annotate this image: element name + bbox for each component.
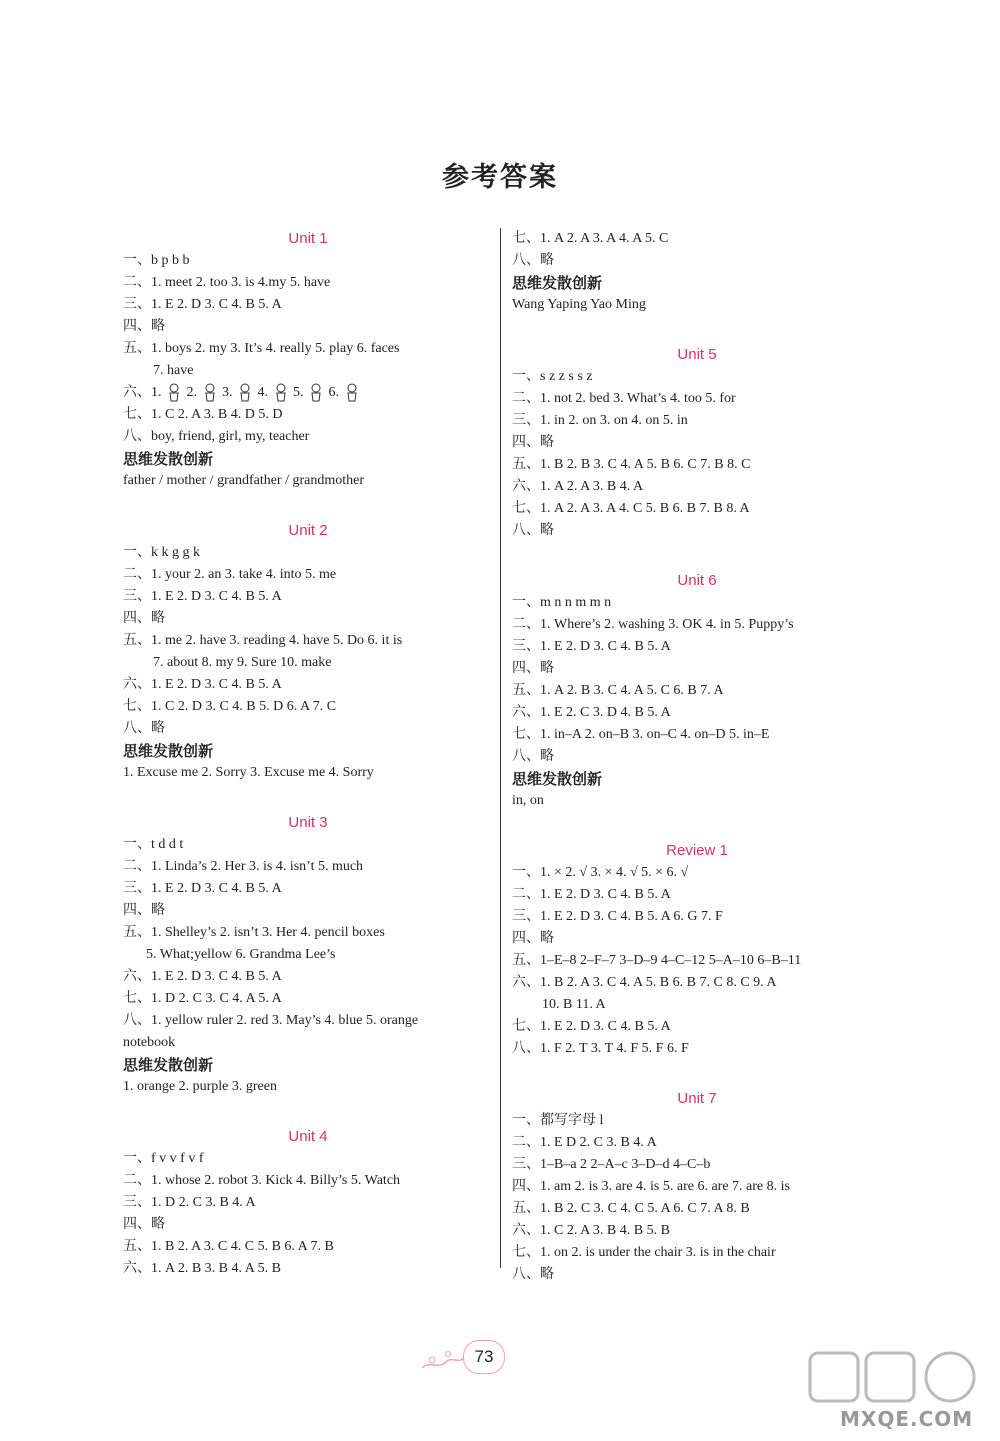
- answer-line-figures: [123, 382, 493, 404]
- figure-label: 5.: [293, 385, 304, 400]
- figure-label: 6.: [328, 385, 339, 400]
- answer-line: 三、1. E 2. D 3. C 4. B 5. A: [123, 297, 282, 312]
- column-divider: [500, 228, 501, 1268]
- watermark-text: MXQE.COM: [840, 1407, 974, 1431]
- answer-line: 三、1. D 2. C 3. B 4. A: [123, 1195, 256, 1210]
- answer-line: 一、k k g g k: [123, 545, 200, 560]
- answer-line: 二、1. not 2. bed 3. What’s 4. too 5. for: [512, 391, 736, 406]
- answer-line: 二、1. whose 2. robot 3. Kick 4. Billy’s 5. Watch: [123, 1173, 401, 1188]
- answer-line: 二、1. your 2. an 3. take 4. into 5. me: [123, 567, 337, 582]
- section-heading: 思维发散创新: [123, 450, 214, 468]
- cartoon-figure-icon: [274, 383, 288, 403]
- answer-line: 八、略: [512, 749, 554, 764]
- answer-line: 四、略: [123, 611, 165, 626]
- answer-line: 七、1. E 2. D 3. C 4. B 5. A: [512, 1019, 671, 1034]
- page-number: 73: [463, 1340, 505, 1374]
- answer-line: 四、略: [512, 931, 554, 946]
- cartoon-figure-icon: [309, 383, 323, 403]
- answer-line: 四、略: [512, 661, 554, 676]
- answer-line: in, on: [512, 793, 544, 808]
- answer-line: 五、1. boys 2. my 3. It’s 4. really 5. play 6. faces: [123, 341, 400, 356]
- answer-line: 五、1. B 2. A 3. C 4. C 5. B 6. A 7. B: [123, 1239, 334, 1254]
- answer-line: 七、1. on 2. is under the chair 3. is in the chair: [512, 1245, 776, 1260]
- right-column: [512, 228, 882, 1286]
- answer-line: 八、1. F 2. T 3. T 4. F 5. F 6. F: [512, 1041, 689, 1056]
- answer-line: 六、1. A 2. A 3. B 4. A: [512, 479, 644, 494]
- answer-line: 二、1. Where’s 2. washing 3. OK 4. in 5. Puppy’s: [512, 617, 794, 632]
- answer-line: 二、1. E D 2. C 3. B 4. A: [512, 1135, 657, 1150]
- answer-line: 1. orange 2. purple 3. green: [123, 1079, 277, 1094]
- unit-5-title: Unit 5: [677, 346, 717, 363]
- answer-line: 六、1. B 2. A 3. C 4. A 5. B 6. B 7. C 8. C 9. A: [512, 975, 777, 990]
- answer-line: 八、略: [512, 523, 554, 538]
- unit-7-title: Unit 7: [677, 1090, 717, 1107]
- answer-line: 7. about 8. my 9. Sure 10. make: [153, 655, 332, 670]
- answer-line: 五、1. A 2. B 3. C 4. A 5. C 6. B 7. A: [512, 683, 724, 698]
- cartoon-figure-icon: [238, 383, 252, 403]
- answer-line: notebook: [123, 1035, 176, 1050]
- answer-line: 一、1. × 2. √ 3. × 4. √ 5. × 6. √: [512, 865, 689, 880]
- unit-3-title: Unit 3: [288, 814, 328, 831]
- answer-line: 二、1. Linda’s 2. Her 3. is 4. isn’t 5. much: [123, 859, 364, 874]
- answer-line: 八、略: [512, 1267, 554, 1282]
- answer-line: 五、1. Shelley’s 2. isn’t 3. Her 4. pencil boxes: [123, 925, 385, 940]
- answer-line: 三、1. E 2. D 3. C 4. B 5. A: [512, 639, 671, 654]
- answer-line: 六、1. E 2. D 3. C 4. B 5. A: [123, 677, 282, 692]
- unit-6-title: Unit 6: [677, 572, 717, 589]
- cartoon-figure-icon: [345, 383, 359, 403]
- answer-line: 六、1. A 2. B 3. B 4. A 5. B: [123, 1261, 281, 1276]
- answer-line: 5. What;yellow 6. Grandma Lee’s: [146, 947, 336, 962]
- answer-line: 一、都写字母 l: [512, 1113, 604, 1128]
- answer-line: 五、1. B 2. C 3. C 4. C 5. A 6. C 7. A 8. B: [512, 1201, 750, 1216]
- section-heading: 思维发散创新: [123, 742, 214, 760]
- cartoon-figure-icon: [167, 383, 181, 403]
- answer-line: 八、1. yellow ruler 2. red 3. May’s 4. blue 5. orange: [123, 1013, 419, 1028]
- review-1-title: Review 1: [666, 842, 728, 859]
- unit-4-title: Unit 4: [288, 1128, 328, 1145]
- answer-line: 四、1. am 2. is 3. are 4. is 5. are 6. are 7. are 8. is: [512, 1179, 790, 1194]
- cartoon-figure-icon: [203, 383, 217, 403]
- answer-line: 五、1. B 2. B 3. C 4. A 5. B 6. C 7. B 8. C: [512, 457, 751, 472]
- answer-line: 七、1. in–A 2. on–B 3. on–C 4. on–D 5. in–E: [512, 727, 770, 742]
- left-column: [123, 228, 493, 1280]
- answer-line: 六、1. E 2. D 3. C 4. B 5. A: [123, 969, 282, 984]
- answer-line: 七、1. D 2. C 3. C 4. A 5. A: [123, 991, 282, 1006]
- answer-line: 七、1. A 2. A 3. A 4. A 5. C: [512, 231, 669, 246]
- answer-line: 七、1. C 2. D 3. C 4. B 5. D 6. A 7. C: [123, 699, 337, 714]
- answer-line: 一、s z z s s z: [512, 369, 593, 384]
- answer-line: 7. have: [153, 363, 194, 378]
- answer-line: 五、1–E–8 2–F–7 3–D–9 4–C–12 5–A–10 6–B–11: [512, 953, 802, 968]
- answer-line: 七、1. C 2. A 3. B 4. D 5. D: [123, 407, 283, 422]
- answer-line: 六、1. C 2. A 3. B 4. B 5. B: [512, 1223, 670, 1238]
- answer-line: 四、略: [512, 435, 554, 450]
- figure-label: 2.: [186, 385, 197, 400]
- answer-line: 一、t d d t: [123, 837, 184, 852]
- section-heading: 思维发散创新: [123, 1056, 214, 1074]
- answer-line: Wang Yaping Yao Ming: [512, 297, 646, 312]
- answer-line: 八、boy, friend, girl, my, teacher: [123, 429, 310, 444]
- answer-line: 四、略: [123, 903, 165, 918]
- figure-label: 3.: [222, 385, 233, 400]
- answer-line: 三、1. E 2. D 3. C 4. B 5. A: [123, 589, 282, 604]
- answer-line: 六、1. E 2. C 3. D 4. B 5. A: [512, 705, 671, 720]
- section-heading: 思维发散创新: [512, 274, 603, 292]
- answer-line: 四、略: [123, 319, 165, 334]
- answer-line: 一、b p b b: [123, 253, 190, 268]
- answer-line: 四、略: [123, 1217, 165, 1232]
- answer-line: 三、1. E 2. D 3. C 4. B 5. A 6. G 7. F: [512, 909, 723, 924]
- page-title: 参考答案: [442, 162, 558, 193]
- figure-label: 六、1.: [123, 385, 162, 400]
- answer-line: father / mother / grandfather / grandmother: [123, 473, 365, 488]
- answer-line: 七、1. A 2. A 3. A 4. C 5. B 6. B 7. B 8. A: [512, 501, 750, 516]
- answer-line: 一、f v v f v f: [123, 1151, 204, 1166]
- figure-label: 4.: [257, 385, 268, 400]
- answer-line: 10. B 11. A: [542, 997, 606, 1012]
- unit-1-title: Unit 1: [288, 230, 328, 247]
- section-heading: 思维发散创新: [512, 770, 603, 788]
- answer-line: 八、略: [512, 253, 554, 268]
- unit-2-title: Unit 2: [288, 522, 328, 539]
- answer-line: 二、1. E 2. D 3. C 4. B 5. A: [512, 887, 671, 902]
- answer-line: 三、1–B–a 2 2–A–c 3–D–d 4–C–b: [512, 1157, 711, 1172]
- answer-line: 一、m n n m m n: [512, 595, 612, 610]
- answer-line: 三、1. E 2. D 3. C 4. B 5. A: [123, 881, 282, 896]
- answer-line: 1. Excuse me 2. Sorry 3. Excuse me 4. Sorry: [123, 765, 374, 780]
- answer-line: 二、1. meet 2. too 3. is 4.my 5. have: [123, 275, 331, 290]
- answer-line: 八、略: [123, 721, 165, 736]
- floral-decoration-icon: [418, 1340, 468, 1376]
- answer-line: 五、1. me 2. have 3. reading 4. have 5. Do 6. it is: [123, 633, 403, 648]
- answer-line: 三、1. in 2. on 3. on 4. on 5. in: [512, 413, 688, 428]
